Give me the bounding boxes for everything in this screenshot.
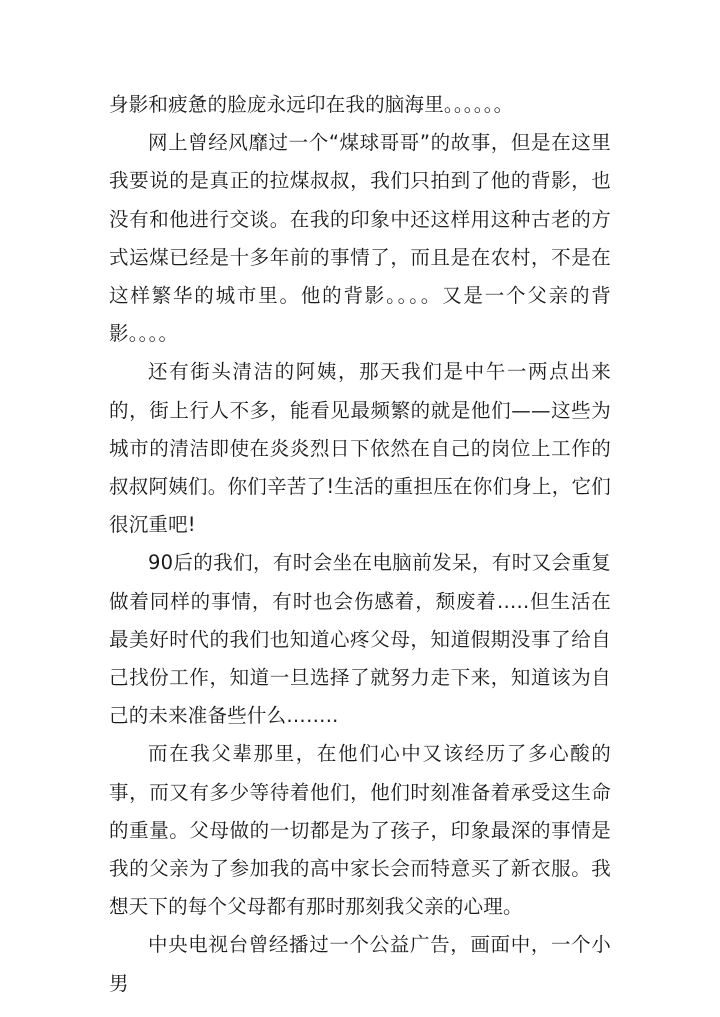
- body-text: [109, 86, 611, 1003]
- paragraph-street-cleaners: 还有街头清洁的阿姨，那天我们是中午一两点出来的，街上行人不多，能看见最频繁的就是他们——这些为城市的清洁即使在炎炎烈日下依然在自己的岗位上工作的叔叔阿姨们。你们辛苦了!生活的重担压在你们身上，它们很沉重吧!: [109, 360, 611, 537]
- paragraph-continuation: 身影和疲惫的脸庞永远印在我的脑海里。。。。。。: [109, 93, 514, 116]
- paragraph-cctv-ad: 中央电视台曾经播过一个公益广告，画面中，一个小男: [109, 933, 611, 995]
- paragraph-post-90s: 90后的我们，有时会坐在电脑前发呆，有时又会重复做着同样的事情，有时也会伤感着，颓废着…..但生活在最美好时代的我们也知道心疼父母，知道假期没事了给自己找份工作，知道一旦选择了就努力走下来，知道该为自己的未来准备些什么……..: [109, 551, 611, 728]
- paragraph-coal-uncle: 网上曾经风靡过一个“煤球哥哥”的故事，但是在这里我要说的是真正的拉煤叔叔，我们只拍到了他的背影，也没有和他进行交谈。在我的印象中还这样用这种古老的方式运煤已经是十多年前的事情了，而且是在农村，不是在这样繁华的城市里。他的背影。。。。又是一个父亲的背影。。。。: [109, 131, 611, 346]
- paragraph-parents: 而在我父辈那里，在他们心中又该经历了多心酸的事，而又有多少等待着他们，他们时刻准备着承受这生命的重量。父母做的一切都是为了孩子，印象最深的事情是我的父亲为了参加我的高中家长会而特意买了新衣服。我想天下的每个父母都有那时那刻我父亲的心理。: [109, 742, 611, 919]
